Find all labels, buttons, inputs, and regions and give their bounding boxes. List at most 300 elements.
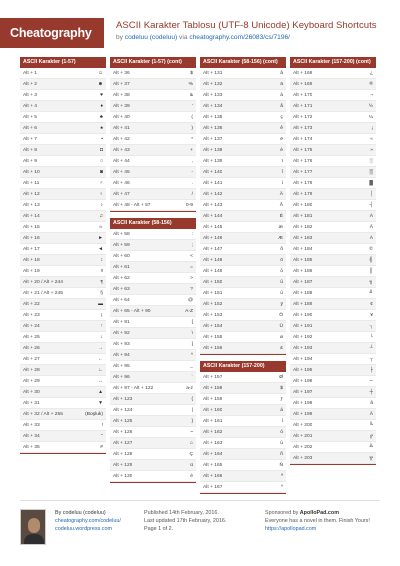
shortcut-keys: Alt + 194 xyxy=(293,357,313,362)
shortcut-character: â xyxy=(280,71,283,76)
shortcut-character: è xyxy=(280,148,283,153)
table-row xyxy=(20,167,106,178)
shortcut-character: å xyxy=(280,104,283,109)
shortcut-keys: Alt + 124 xyxy=(113,408,133,413)
table-row xyxy=(110,295,196,306)
page-count: Page 1 of 2. xyxy=(144,526,174,532)
table-row xyxy=(290,145,376,156)
shortcut-keys: Alt + 26 xyxy=(23,346,40,351)
shortcut-keys: Alt + 202 xyxy=(293,445,313,450)
shortcut-character: Ä xyxy=(279,192,283,197)
shortcut-keys: Alt + 158 xyxy=(203,386,223,391)
table-row xyxy=(20,387,106,398)
table-row xyxy=(110,145,196,156)
shortcut-character: ♦ xyxy=(100,104,103,109)
shortcut-keys: Alt + 37 xyxy=(113,82,130,87)
title-block xyxy=(116,20,400,43)
shortcut-character: ♣ xyxy=(99,115,103,120)
table-row xyxy=(200,134,286,145)
shortcut-character: Â xyxy=(369,225,373,230)
page-title: ASCII Karakter Tablosu (UTF-8 Unicode) Keyboard Shortcuts xyxy=(116,20,377,31)
shortcut-character: ï xyxy=(281,159,283,164)
table-row xyxy=(110,167,196,178)
shortcut-character: ) xyxy=(191,126,193,131)
footer-sponsor xyxy=(265,509,370,533)
table-row xyxy=(200,244,286,255)
shortcut-character: ↔ xyxy=(98,379,103,384)
shortcut-character: ] xyxy=(191,342,193,347)
shortcut-keys: Alt + 14 xyxy=(23,214,40,219)
shortcut-keys: Alt + 125 xyxy=(113,419,133,424)
shortcut-keys: Alt + 185 xyxy=(293,258,313,263)
shortcut-keys: Alt + 187 xyxy=(293,280,313,285)
shortcut-keys: Alt + 62 xyxy=(113,276,130,281)
shortcut-keys: Alt + 167 xyxy=(203,485,223,490)
shortcut-keys: Alt + 135 xyxy=(203,115,223,120)
table-row xyxy=(20,68,106,79)
shortcut-keys: Alt + 144 xyxy=(203,214,223,219)
shortcut-character: a-z xyxy=(186,386,193,391)
shortcut-character: | xyxy=(191,408,193,413)
shortcut-keys: Alt + 177 xyxy=(293,170,313,175)
byline-via: via xyxy=(177,34,190,41)
shortcut-character: < xyxy=(190,254,193,259)
table-row xyxy=(20,156,106,167)
sponsor-prefix: Sponsored by xyxy=(265,510,300,516)
shortcut-keys: Alt + 45 xyxy=(113,170,130,175)
shortcut-keys: Alt + 156 xyxy=(203,346,223,351)
shortcut-character: . xyxy=(191,181,193,186)
table-row xyxy=(290,288,376,299)
table-row xyxy=(110,262,196,273)
shortcut-keys: Alt + 152 xyxy=(203,302,223,307)
shortcut-character: : xyxy=(191,232,193,237)
table-row xyxy=(110,372,196,383)
table-row xyxy=(20,123,106,134)
shortcut-keys: Alt + 176 xyxy=(293,159,313,164)
shortcut-character: § xyxy=(100,291,103,296)
shortcut-keys: Alt + 42 xyxy=(113,137,130,142)
table-row xyxy=(290,244,376,255)
table-row xyxy=(290,255,376,266)
table-row xyxy=(20,211,106,222)
table-row xyxy=(200,266,286,277)
sponsor-tagline: Everyone has a novel in them. Finish Yours! xyxy=(265,518,370,524)
shortcut-keys: Alt + 43 xyxy=(113,148,130,153)
shortcut-keys: Alt + 148 xyxy=(203,258,223,263)
shortcut-keys: Alt + 149 xyxy=(203,269,223,274)
table-row xyxy=(110,240,196,251)
shortcut-keys: Alt + 162 xyxy=(203,430,223,435)
shortcut-keys: Alt + 4 xyxy=(23,104,38,109)
shortcut-keys: Alt + 136 xyxy=(203,126,223,131)
table-row xyxy=(110,405,196,416)
table-row xyxy=(110,284,196,295)
shortcut-character: ƒ xyxy=(280,397,283,402)
table-row xyxy=(290,222,376,233)
shortcut-keys: Alt + 179 xyxy=(293,192,313,197)
shortcut-character: ☼ xyxy=(98,225,103,230)
shortcut-keys: Alt + 60 xyxy=(113,254,130,259)
table-row xyxy=(290,343,376,354)
shortcut-keys: Alt + 147 xyxy=(203,247,223,252)
shortcut-character: Ñ xyxy=(279,463,283,468)
table-row xyxy=(20,178,106,189)
table-row xyxy=(110,416,196,427)
shortcut-keys: Alt + 18 xyxy=(23,258,40,263)
column-1 xyxy=(20,57,106,460)
table-row xyxy=(110,273,196,284)
table-row xyxy=(290,156,376,167)
shortcut-keys: Alt + 174 xyxy=(293,137,313,142)
column-2 xyxy=(110,57,196,489)
sponsor-link[interactable]: ApolloPad.com xyxy=(299,510,340,516)
shortcut-character: î xyxy=(281,170,283,175)
table-row xyxy=(200,90,286,101)
table-row xyxy=(20,222,106,233)
shortcut-character: ã xyxy=(370,401,373,406)
shortcut-character: ♥ xyxy=(100,93,103,98)
shortcut-character: ╣ xyxy=(369,258,373,263)
table-row xyxy=(110,123,196,134)
shortcut-keys: Alt + 197 xyxy=(293,390,313,395)
shortcut-keys: Alt + 140 xyxy=(203,170,223,175)
shortcut-keys: Alt + 172 xyxy=(293,115,313,120)
table-row xyxy=(20,233,106,244)
table-row xyxy=(20,288,106,299)
shortcut-character: ¥ xyxy=(370,313,373,318)
shortcut-character: ‼ xyxy=(100,269,103,274)
shortcut-character: { xyxy=(191,397,193,402)
footer-author-link[interactable]: cheatography.com/codeluu/ xyxy=(55,518,121,524)
table-row xyxy=(200,471,286,482)
shortcut-keys: Alt + 191 xyxy=(293,324,313,329)
shortcut-keys: Alt + 186 xyxy=(293,269,313,274)
shortcut-keys: Alt + 169 xyxy=(293,82,313,87)
shortcut-character: ~ xyxy=(190,430,193,435)
table-row xyxy=(290,101,376,112)
shortcut-keys: Alt + 143 xyxy=(203,203,223,208)
shortcut-keys: Alt + 183 xyxy=(293,236,313,241)
table-row xyxy=(290,189,376,200)
shortcut-keys: Alt + 2 xyxy=(23,82,38,87)
table-row xyxy=(110,361,196,372)
table-row xyxy=(110,200,196,211)
table-row xyxy=(20,299,106,310)
shortcut-keys: Alt + 155 xyxy=(203,335,223,340)
shortcut-character: æ xyxy=(278,225,283,230)
shortcut-character: º xyxy=(281,485,283,490)
sheet-url-link[interactable]: cheatography.com/26083/cs/7196/ xyxy=(189,34,290,41)
table-row xyxy=(290,79,376,90)
author-link[interactable]: codeluu (codeluu) xyxy=(124,34,178,41)
column-3 xyxy=(200,57,286,500)
shortcut-keys: Alt + 181 xyxy=(293,214,313,219)
shortcut-keys: Alt + 65 - Alt + 90 xyxy=(113,309,151,314)
table-row xyxy=(200,222,286,233)
shortcut-character: • xyxy=(101,137,103,142)
shortcut-keys: Alt + 180 xyxy=(293,203,313,208)
table-row xyxy=(200,123,286,134)
shortcut-keys: Alt + 27 xyxy=(23,357,40,362)
shortcut-keys: Alt + 139 xyxy=(203,159,223,164)
cheatography-logo[interactable]: Cheatography xyxy=(0,18,104,48)
shortcut-keys: Alt + 8 xyxy=(23,148,38,153)
shortcut-character: ┼ xyxy=(369,390,373,395)
table-row xyxy=(110,251,196,262)
shortcut-character: ô xyxy=(280,247,283,252)
shortcut-keys: Alt + 3 xyxy=(23,93,38,98)
table-row xyxy=(290,365,376,376)
shortcut-keys: Alt + 201 xyxy=(293,434,313,439)
shortcut-character: ü xyxy=(190,463,193,468)
shortcut-keys: Alt + 126 xyxy=(113,430,133,435)
shortcut-character: ⌂ xyxy=(190,441,193,446)
shortcut-character: ╗ xyxy=(369,280,373,285)
table-row xyxy=(20,101,106,112)
shortcut-keys: Alt + 123 xyxy=(113,397,133,402)
shortcut-keys: Alt + 175 xyxy=(293,148,313,153)
shortcut-character: ! xyxy=(101,423,103,428)
shortcut-keys: Alt + 12 xyxy=(23,192,40,197)
footer-dates xyxy=(144,509,226,533)
table-row xyxy=(20,332,106,343)
shortcut-keys: Alt + 92 xyxy=(113,331,130,336)
shortcut-character: / xyxy=(191,192,193,197)
shortcut-character: ë xyxy=(280,137,283,142)
shortcut-keys: Alt + 48 - Alt + 57 xyxy=(113,203,151,208)
table-row xyxy=(110,449,196,460)
table-row xyxy=(290,387,376,398)
shortcut-keys: Alt + 39 xyxy=(113,104,130,109)
shortcut-character: « xyxy=(370,137,373,142)
shortcut-keys: Alt + 11 xyxy=(23,181,40,186)
shortcut-character: 0-9 xyxy=(185,203,193,208)
shortcut-character: ░ xyxy=(369,159,373,164)
shortcut-keys: Alt + 64 xyxy=(113,298,130,303)
shortcut-keys: Alt + 93 xyxy=(113,342,130,347)
table-row xyxy=(290,442,376,453)
shortcut-character: ♫ xyxy=(99,214,103,219)
shortcut-keys: Alt + 63 xyxy=(113,287,130,292)
shortcut-keys: Alt + 10 xyxy=(23,170,40,175)
shortcut-keys: Alt + 190 xyxy=(293,313,313,318)
table-row xyxy=(110,339,196,350)
shortcut-character: ( xyxy=(191,115,193,120)
shortcut-character: ◘ xyxy=(100,148,103,153)
shortcut-table xyxy=(200,57,286,355)
table-row xyxy=(200,449,286,460)
table-row xyxy=(110,383,196,394)
table-row xyxy=(290,409,376,420)
table-row xyxy=(20,343,106,354)
shortcut-character: ☺ xyxy=(98,71,103,76)
footer-blog-link[interactable]: codeluu.wordpress.com xyxy=(55,526,112,532)
shortcut-character: ó xyxy=(280,430,283,435)
table-row xyxy=(20,244,106,255)
shortcut-keys: Alt + 20 / Alt + 244 xyxy=(23,280,63,285)
shortcut-keys: Alt + 198 xyxy=(293,401,313,406)
table-row xyxy=(290,123,376,134)
shortcut-keys: Alt + 17 xyxy=(23,247,40,252)
table-row xyxy=(290,420,376,431)
shortcut-character: Å xyxy=(279,203,283,208)
table-row xyxy=(20,354,106,365)
shortcut-keys: Alt + 168 xyxy=(293,71,313,76)
shortcut-character: ╝ xyxy=(369,291,373,296)
shortcut-character: = xyxy=(190,265,193,270)
table-row xyxy=(20,376,106,387)
shortcut-character: ○ xyxy=(100,159,103,164)
shortcut-character: ▲ xyxy=(98,390,103,395)
table-row xyxy=(290,134,376,145)
shortcut-character: Ø xyxy=(279,375,283,380)
shortcut-keys: Alt + 163 xyxy=(203,441,223,446)
table-row xyxy=(200,101,286,112)
shortcut-keys: Alt + 34 xyxy=(23,434,40,439)
shortcut-character: ÿ xyxy=(280,302,283,307)
shortcut-character: ┬ xyxy=(369,357,373,362)
shortcut-character: ® xyxy=(369,82,373,87)
sponsor-url-link[interactable]: https://apollopad.com xyxy=(265,526,317,532)
table-row xyxy=(200,394,286,405)
table-row xyxy=(200,233,286,244)
shortcut-character: ^ xyxy=(190,353,193,358)
shortcut-keys: Alt + 13 xyxy=(23,203,40,208)
shortcut-character: ☻ xyxy=(97,82,103,87)
table-row xyxy=(200,79,286,90)
shortcut-keys: Alt + 132 xyxy=(203,82,223,87)
table-row xyxy=(20,90,106,101)
shortcut-keys: Alt + 25 xyxy=(23,335,40,340)
shortcut-character: > xyxy=(190,276,193,281)
shortcut-keys: Alt + 7 xyxy=(23,137,38,142)
table-row xyxy=(20,431,106,442)
shortcut-character: ↓ xyxy=(100,335,103,340)
shortcut-character: ← xyxy=(98,357,103,362)
table-row xyxy=(110,394,196,405)
table-row xyxy=(200,189,286,200)
shortcut-keys: Alt + 164 xyxy=(203,452,223,457)
shortcut-character: É xyxy=(279,214,283,219)
table-row xyxy=(290,277,376,288)
shortcut-keys: Alt + 134 xyxy=(203,104,223,109)
shortcut-character: # xyxy=(100,445,103,450)
shortcut-keys: Alt + 150 xyxy=(203,280,223,285)
table-row xyxy=(110,328,196,339)
shortcut-keys: Alt + 96 xyxy=(113,375,130,380)
byline xyxy=(116,33,400,43)
table-heading: ASCII Karakter (157-200) xyxy=(200,361,286,372)
shortcut-character: ñ xyxy=(280,452,283,457)
shortcut-keys: Alt + 129 xyxy=(113,463,133,468)
shortcut-keys: Alt + 24 xyxy=(23,324,40,329)
shortcut-table xyxy=(200,361,286,494)
shortcut-character: ¿ xyxy=(370,71,373,76)
shortcut-character: £ xyxy=(280,346,283,351)
shortcut-keys: Alt + 128 xyxy=(113,452,133,457)
shortcut-character: ä xyxy=(280,82,283,87)
table-row xyxy=(200,343,286,354)
table-row xyxy=(200,200,286,211)
shortcut-keys: Alt + 94 xyxy=(113,353,130,358)
shortcut-keys: Alt + 171 xyxy=(293,104,313,109)
shortcut-character: └ xyxy=(369,335,373,340)
shortcut-character: ø xyxy=(280,335,283,340)
shortcut-keys: Alt + 154 xyxy=(203,324,223,329)
shortcut-keys: Alt + 196 xyxy=(293,379,313,384)
table-row xyxy=(200,332,286,343)
table-row xyxy=(20,134,106,145)
table-row xyxy=(200,405,286,416)
shortcut-keys: Alt + 28 xyxy=(23,368,40,373)
table-row xyxy=(110,306,196,317)
shortcut-character: ª xyxy=(281,474,283,479)
table-row xyxy=(110,90,196,101)
shortcut-character: ◙ xyxy=(100,170,103,175)
shortcut-keys: Alt + 159 xyxy=(203,397,223,402)
shortcut-keys: Alt + 192 xyxy=(293,335,313,340)
shortcut-keys: Alt + 151 xyxy=(203,291,223,296)
shortcut-keys: Alt + 41 xyxy=(113,126,130,131)
table-row xyxy=(200,68,286,79)
shortcut-keys: Alt + 146 xyxy=(203,236,223,241)
shortcut-keys: Alt + 130 xyxy=(113,474,133,479)
table-row xyxy=(290,310,376,321)
shortcut-character: ♠ xyxy=(100,126,103,131)
table-row xyxy=(20,200,106,211)
shortcut-keys: Alt + 142 xyxy=(203,192,223,197)
table-heading: ASCII Karakter (1-57) (cont) xyxy=(110,57,196,68)
shortcut-character: ↕ xyxy=(100,258,103,263)
table-row xyxy=(290,453,376,464)
table-row xyxy=(290,200,376,211)
table-row xyxy=(290,266,376,277)
shortcut-keys: Alt + 131 xyxy=(203,71,223,76)
shortcut-keys: Alt + 133 xyxy=(203,93,223,98)
table-row xyxy=(200,277,286,288)
shortcut-character: [ xyxy=(191,320,193,325)
shortcut-character: ú xyxy=(280,441,283,446)
shortcut-keys: Alt + 46 xyxy=(113,181,130,186)
shortcut-character: Ö xyxy=(279,313,283,318)
shortcut-character: % xyxy=(188,82,193,87)
shortcut-character: ╦ xyxy=(369,456,373,461)
shortcut-table xyxy=(20,57,106,454)
shortcut-character: ¢ xyxy=(370,302,373,307)
shortcut-keys: Alt + 157 xyxy=(203,375,223,380)
shortcut-character: á xyxy=(280,408,283,413)
shortcut-character: Ç xyxy=(189,452,193,457)
shortcut-keys: Alt + 35 xyxy=(23,445,40,450)
shortcut-keys: Alt + 15 xyxy=(23,225,40,230)
table-row xyxy=(20,365,106,376)
shortcut-character: & xyxy=(189,93,193,98)
table-heading: ASCII Karakter (58-156) (cont) xyxy=(200,57,286,68)
shortcut-character: $ xyxy=(190,71,193,76)
shortcut-character: ♀ xyxy=(99,192,103,197)
table-row xyxy=(200,321,286,332)
shortcut-character: Æ xyxy=(278,236,283,241)
table-row xyxy=(290,112,376,123)
table-heading: ASCII Karakter (157-200) (cont) xyxy=(290,57,376,68)
shortcut-keys: Alt + 9 xyxy=(23,159,38,164)
shortcut-keys: Alt + 166 xyxy=(203,474,223,479)
table-row xyxy=(20,189,106,200)
table-row xyxy=(20,420,106,431)
shortcut-character: ; xyxy=(191,243,193,248)
avatar-face xyxy=(28,518,40,533)
